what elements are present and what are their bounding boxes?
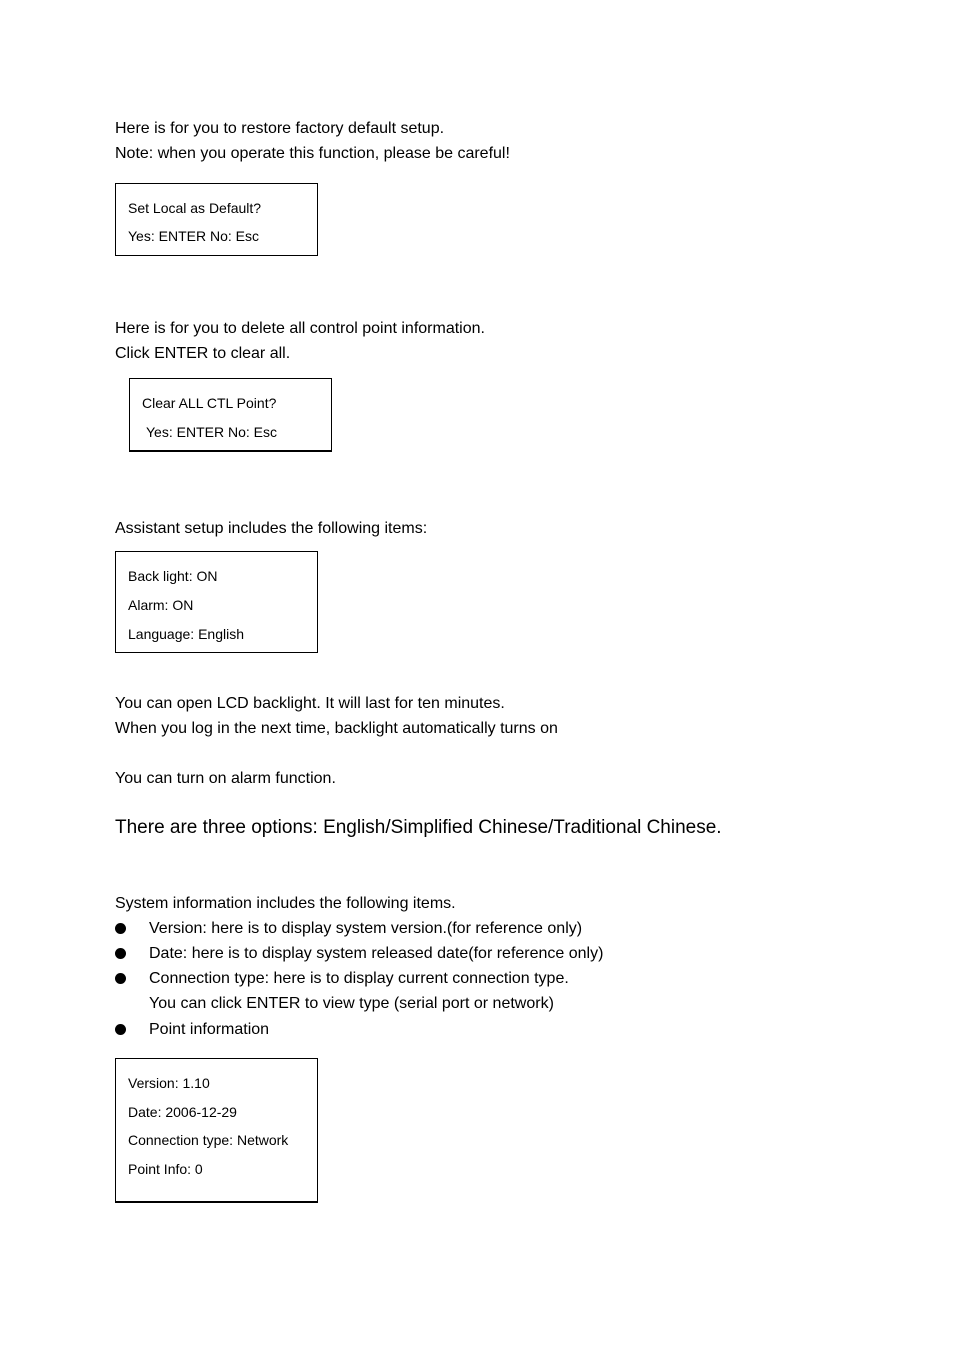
default-note-line: Note: when you operate this function, please be careful! bbox=[115, 145, 510, 162]
sysinfo-lcd-version: Version: 1.10 bbox=[128, 1075, 210, 1091]
sysinfo-bullet-point: Point information bbox=[149, 1021, 270, 1038]
bullet-icon bbox=[115, 973, 126, 984]
default-intro-line1: Here is for you to restore factory default setup. bbox=[115, 120, 445, 137]
clear-intro-line1: Here is for you to delete all control point information. bbox=[115, 320, 485, 337]
sysinfo-intro: System information includes the following items. bbox=[115, 895, 456, 912]
default-lcd-options: Yes: ENTER No: Esc bbox=[128, 228, 259, 244]
sysinfo-bullet-version: Version: here is to display system version.(for reference only) bbox=[149, 920, 583, 937]
assistant-lcd-language: Language: English bbox=[128, 626, 244, 642]
sysinfo-lcd-connection: Connection type: Network bbox=[128, 1132, 289, 1148]
assistant-lcd-backlight: Back light: ON bbox=[128, 568, 218, 584]
clear-lcd-prompt: Clear ALL CTL Point? bbox=[142, 395, 277, 411]
alarm-desc: You can turn on alarm function. bbox=[115, 770, 336, 787]
sysinfo-lcd-date: Date: 2006-12-29 bbox=[128, 1104, 237, 1120]
assistant-intro: Assistant setup includes the following items: bbox=[115, 520, 428, 537]
sysinfo-bullet-connection: Connection type: here is to display current connection type. bbox=[149, 970, 569, 987]
sysinfo-lcd-point: Point Info: 0 bbox=[128, 1161, 203, 1177]
default-lcd-box bbox=[115, 183, 318, 256]
clear-lcd-box bbox=[129, 378, 332, 452]
assistant-lcd-alarm: Alarm: ON bbox=[128, 597, 194, 613]
bullet-icon bbox=[115, 1024, 126, 1035]
sysinfo-bullet-connection-cont: You can click ENTER to view type (serial port or network) bbox=[149, 995, 554, 1012]
sysinfo-lcd-box bbox=[115, 1058, 318, 1203]
clear-lcd-options: Yes: ENTER No: Esc bbox=[146, 424, 277, 440]
backlight-desc-line2: When you log in the next time, backlight automatically turns on bbox=[115, 720, 558, 737]
default-lcd-prompt: Set Local as Default? bbox=[128, 200, 262, 216]
language-desc: There are three options: English/Simplified Chinese/Traditional Chinese. bbox=[115, 817, 722, 838]
sysinfo-bullet-date: Date: here is to display system released date(for reference only) bbox=[149, 945, 604, 962]
backlight-desc-line1: You can open LCD backlight. It will last for ten minutes. bbox=[115, 695, 505, 712]
clear-intro-line2: Click ENTER to clear all. bbox=[115, 345, 291, 362]
bullet-icon bbox=[115, 948, 126, 959]
assistant-lcd-box bbox=[115, 551, 318, 653]
bullet-icon bbox=[115, 923, 126, 934]
